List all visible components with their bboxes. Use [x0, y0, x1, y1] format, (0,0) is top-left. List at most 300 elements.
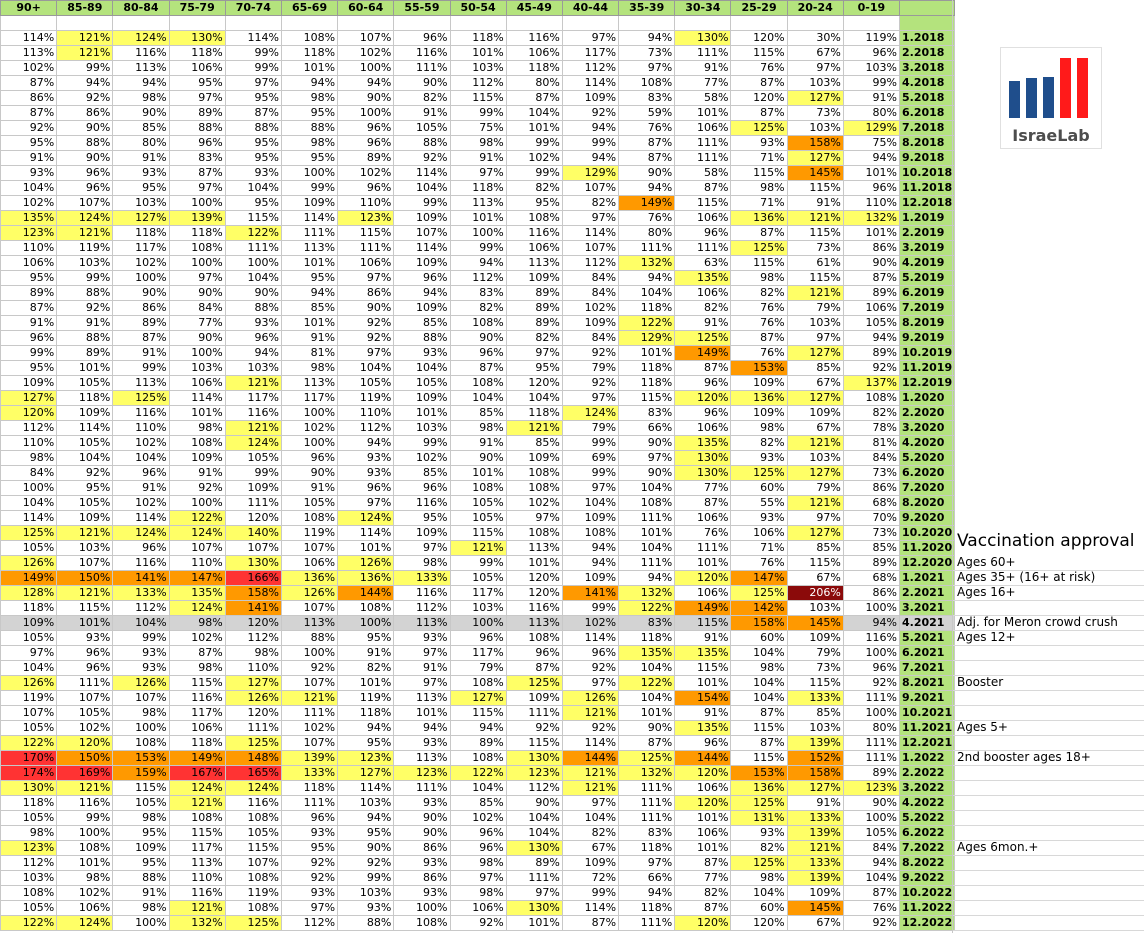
- ratio-cell[interactable]: 120%: [675, 766, 731, 781]
- ratio-cell[interactable]: 141%: [113, 571, 169, 586]
- ratio-cell[interactable]: 105%: [1, 631, 57, 646]
- ratio-cell[interactable]: 85%: [394, 466, 450, 481]
- ratio-cell[interactable]: 120%: [506, 571, 562, 586]
- ratio-cell[interactable]: 71%: [731, 541, 787, 556]
- ratio-cell[interactable]: 123%: [394, 766, 450, 781]
- ratio-cell[interactable]: 71%: [731, 151, 787, 166]
- ratio-cell[interactable]: 63%: [675, 256, 731, 271]
- ratio-cell[interactable]: 82%: [675, 301, 731, 316]
- ratio-cell[interactable]: 94%: [619, 31, 675, 46]
- ratio-cell[interactable]: 109%: [562, 571, 618, 586]
- ratio-cell[interactable]: 127%: [787, 346, 843, 361]
- ratio-cell[interactable]: 140%: [225, 526, 281, 541]
- ratio-cell[interactable]: 115%: [338, 226, 394, 241]
- ratio-cell[interactable]: 153%: [113, 751, 169, 766]
- ratio-cell[interactable]: 116%: [843, 631, 899, 646]
- column-header[interactable]: 85-89: [57, 1, 113, 16]
- month-cell[interactable]: 2.2019: [900, 226, 955, 241]
- ratio-cell[interactable]: 111%: [619, 796, 675, 811]
- month-cell[interactable]: 1.2022: [900, 751, 955, 766]
- ratio-cell[interactable]: 115%: [787, 181, 843, 196]
- ratio-cell[interactable]: 112%: [225, 631, 281, 646]
- ratio-cell[interactable]: 113%: [394, 751, 450, 766]
- ratio-cell[interactable]: 90%: [169, 286, 225, 301]
- ratio-cell[interactable]: 105%: [57, 496, 113, 511]
- ratio-cell[interactable]: 133%: [113, 586, 169, 601]
- ratio-cell[interactable]: 125%: [225, 736, 281, 751]
- ratio-cell[interactable]: 79%: [562, 361, 618, 376]
- ratio-cell[interactable]: 95%: [113, 181, 169, 196]
- ratio-cell[interactable]: 135%: [675, 646, 731, 661]
- ratio-cell[interactable]: 100%: [338, 61, 394, 76]
- ratio-cell[interactable]: 115%: [731, 46, 787, 61]
- ratio-cell[interactable]: 92%: [562, 661, 618, 676]
- vaccination-note[interactable]: 2nd booster ages 18+: [957, 750, 1091, 764]
- ratio-cell[interactable]: 149%: [169, 751, 225, 766]
- month-cell[interactable]: 10.2018: [900, 166, 955, 181]
- ratio-cell[interactable]: 73%: [843, 466, 899, 481]
- ratio-cell[interactable]: 130%: [506, 841, 562, 856]
- ratio-cell[interactable]: 132%: [619, 256, 675, 271]
- ratio-cell[interactable]: 119%: [281, 526, 337, 541]
- ratio-cell[interactable]: 103%: [843, 61, 899, 76]
- ratio-cell[interactable]: 109%: [562, 856, 618, 871]
- ratio-cell[interactable]: 109%: [1, 616, 57, 631]
- ratio-cell[interactable]: 136%: [731, 211, 787, 226]
- ratio-cell[interactable]: 100%: [843, 646, 899, 661]
- month-cell[interactable]: 3.2019: [900, 241, 955, 256]
- ratio-cell[interactable]: 104%: [619, 691, 675, 706]
- ratio-cell[interactable]: 97%: [787, 331, 843, 346]
- ratio-cell[interactable]: 100%: [113, 916, 169, 931]
- ratio-cell[interactable]: 95%: [338, 736, 394, 751]
- ratio-cell[interactable]: 110%: [1, 241, 57, 256]
- ratio-cell[interactable]: 99%: [394, 436, 450, 451]
- ratio-cell[interactable]: 87%: [675, 181, 731, 196]
- ratio-cell[interactable]: 105%: [1, 811, 57, 826]
- ratio-cell[interactable]: 132%: [619, 766, 675, 781]
- month-cell[interactable]: 5.2018: [900, 91, 955, 106]
- ratio-cell[interactable]: 101%: [281, 256, 337, 271]
- ratio-cell[interactable]: 87%: [675, 856, 731, 871]
- ratio-cell[interactable]: 99%: [113, 361, 169, 376]
- ratio-cell[interactable]: 106%: [169, 61, 225, 76]
- ratio-cell[interactable]: 114%: [394, 241, 450, 256]
- ratio-cell[interactable]: 77%: [169, 316, 225, 331]
- ratio-cell[interactable]: 118%: [619, 631, 675, 646]
- ratio-cell[interactable]: 95%: [113, 826, 169, 841]
- ratio-cell[interactable]: 94%: [562, 151, 618, 166]
- ratio-cell[interactable]: 87%: [169, 646, 225, 661]
- ratio-cell[interactable]: 123%: [338, 751, 394, 766]
- ratio-cell[interactable]: 97%: [562, 481, 618, 496]
- month-cell[interactable]: 1.2021: [900, 571, 955, 586]
- ratio-cell[interactable]: 107%: [225, 856, 281, 871]
- ratio-cell[interactable]: 107%: [1, 706, 57, 721]
- ratio-cell[interactable]: 105%: [450, 571, 506, 586]
- ratio-cell[interactable]: 115%: [169, 676, 225, 691]
- ratio-cell[interactable]: 122%: [450, 766, 506, 781]
- ratio-cell[interactable]: 112%: [506, 781, 562, 796]
- ratio-cell[interactable]: 87%: [731, 706, 787, 721]
- ratio-cell[interactable]: 108%: [506, 466, 562, 481]
- ratio-cell[interactable]: 96%: [57, 646, 113, 661]
- ratio-cell[interactable]: 93%: [394, 796, 450, 811]
- ratio-cell[interactable]: 120%: [1, 406, 57, 421]
- ratio-cell[interactable]: 118%: [619, 361, 675, 376]
- month-cell[interactable]: 10.2022: [900, 886, 955, 901]
- ratio-cell[interactable]: 130%: [506, 751, 562, 766]
- ratio-cell[interactable]: 113%: [281, 616, 337, 631]
- column-header[interactable]: 35-39: [619, 1, 675, 16]
- ratio-cell[interactable]: 107%: [338, 31, 394, 46]
- ratio-cell[interactable]: 100%: [225, 256, 281, 271]
- ratio-cell[interactable]: 79%: [450, 661, 506, 676]
- ratio-cell[interactable]: 107%: [281, 541, 337, 556]
- ratio-cell[interactable]: 94%: [843, 856, 899, 871]
- ratio-cell[interactable]: 96%: [338, 121, 394, 136]
- ratio-cell[interactable]: 86%: [57, 106, 113, 121]
- ratio-cell[interactable]: 115%: [787, 556, 843, 571]
- ratio-cell[interactable]: 103%: [787, 316, 843, 331]
- ratio-cell[interactable]: 90%: [843, 256, 899, 271]
- ratio-cell[interactable]: 94%: [619, 181, 675, 196]
- ratio-cell[interactable]: 83%: [169, 151, 225, 166]
- ratio-cell[interactable]: 88%: [281, 121, 337, 136]
- ratio-cell[interactable]: 115%: [225, 211, 281, 226]
- ratio-cell[interactable]: 100%: [281, 436, 337, 451]
- ratio-cell[interactable]: 86%: [843, 586, 899, 601]
- ratio-cell[interactable]: 99%: [562, 601, 618, 616]
- ratio-cell[interactable]: 103%: [338, 796, 394, 811]
- ratio-cell[interactable]: 68%: [843, 571, 899, 586]
- ratio-cell[interactable]: 117%: [450, 646, 506, 661]
- ratio-cell[interactable]: 97%: [787, 61, 843, 76]
- month-cell[interactable]: 1.2018: [900, 31, 955, 46]
- ratio-cell[interactable]: 133%: [787, 856, 843, 871]
- ratio-cell[interactable]: 77%: [675, 871, 731, 886]
- ratio-cell[interactable]: 125%: [731, 586, 787, 601]
- ratio-cell[interactable]: 97%: [1, 646, 57, 661]
- ratio-cell[interactable]: 115%: [787, 226, 843, 241]
- ratio-cell[interactable]: 119%: [225, 886, 281, 901]
- ratio-cell[interactable]: 99%: [562, 466, 618, 481]
- ratio-cell[interactable]: 110%: [843, 196, 899, 211]
- ratio-cell[interactable]: 99%: [1, 346, 57, 361]
- ratio-cell[interactable]: 153%: [731, 361, 787, 376]
- ratio-cell[interactable]: 102%: [338, 46, 394, 61]
- ratio-cell[interactable]: 88%: [225, 121, 281, 136]
- ratio-cell[interactable]: 104%: [113, 451, 169, 466]
- ratio-cell[interactable]: 135%: [675, 721, 731, 736]
- ratio-cell[interactable]: 101%: [450, 211, 506, 226]
- ratio-cell[interactable]: 113%: [506, 256, 562, 271]
- ratio-cell[interactable]: 145%: [787, 901, 843, 916]
- ratio-cell[interactable]: 115%: [787, 271, 843, 286]
- ratio-cell[interactable]: 101%: [619, 526, 675, 541]
- ratio-cell[interactable]: 89%: [450, 736, 506, 751]
- ratio-cell[interactable]: 103%: [787, 121, 843, 136]
- ratio-cell[interactable]: 94%: [843, 331, 899, 346]
- ratio-cell[interactable]: 91%: [281, 481, 337, 496]
- ratio-cell[interactable]: 90%: [619, 166, 675, 181]
- ratio-cell[interactable]: 107%: [57, 196, 113, 211]
- ratio-cell[interactable]: 158%: [787, 766, 843, 781]
- ratio-cell[interactable]: 126%: [1, 556, 57, 571]
- ratio-cell[interactable]: 96%: [450, 346, 506, 361]
- ratio-cell[interactable]: 114%: [562, 736, 618, 751]
- ratio-cell[interactable]: 109%: [1, 376, 57, 391]
- ratio-cell[interactable]: 76%: [731, 61, 787, 76]
- month-cell[interactable]: 6.2018: [900, 106, 955, 121]
- ratio-cell[interactable]: 110%: [338, 196, 394, 211]
- ratio-cell[interactable]: 82%: [450, 301, 506, 316]
- ratio-cell[interactable]: 108%: [394, 916, 450, 931]
- ratio-cell[interactable]: 89%: [506, 301, 562, 316]
- ratio-cell[interactable]: 96%: [675, 226, 731, 241]
- ratio-cell[interactable]: 58%: [675, 91, 731, 106]
- column-header[interactable]: 55-59: [394, 1, 450, 16]
- ratio-cell[interactable]: 93%: [57, 631, 113, 646]
- ratio-cell[interactable]: 97%: [394, 676, 450, 691]
- ratio-cell[interactable]: 124%: [338, 511, 394, 526]
- ratio-cell[interactable]: 150%: [57, 751, 113, 766]
- ratio-cell[interactable]: 113%: [1, 46, 57, 61]
- ratio-cell[interactable]: 96%: [843, 181, 899, 196]
- ratio-cell[interactable]: 120%: [57, 736, 113, 751]
- ratio-cell[interactable]: 96%: [281, 811, 337, 826]
- ratio-cell[interactable]: 93%: [281, 886, 337, 901]
- ratio-cell[interactable]: 85%: [787, 361, 843, 376]
- ratio-cell[interactable]: 137%: [843, 376, 899, 391]
- ratio-cell[interactable]: 115%: [225, 841, 281, 856]
- ratio-cell[interactable]: 99%: [225, 46, 281, 61]
- ratio-cell[interactable]: 102%: [169, 631, 225, 646]
- column-header[interactable]: 70-74: [225, 1, 281, 16]
- ratio-cell[interactable]: 101%: [675, 106, 731, 121]
- ratio-cell[interactable]: 76%: [731, 301, 787, 316]
- ratio-cell[interactable]: 102%: [113, 436, 169, 451]
- ratio-cell[interactable]: 101%: [169, 406, 225, 421]
- month-cell[interactable]: 2.2018: [900, 46, 955, 61]
- ratio-cell[interactable]: 110%: [169, 556, 225, 571]
- ratio-cell[interactable]: 82%: [562, 826, 618, 841]
- ratio-cell[interactable]: 109%: [394, 301, 450, 316]
- ratio-cell[interactable]: 107%: [281, 676, 337, 691]
- ratio-cell[interactable]: 100%: [338, 616, 394, 631]
- ratio-cell[interactable]: 132%: [843, 211, 899, 226]
- ratio-cell[interactable]: 130%: [675, 451, 731, 466]
- ratio-cell[interactable]: 91%: [675, 316, 731, 331]
- ratio-cell[interactable]: 111%: [619, 511, 675, 526]
- month-cell[interactable]: 12.2022: [900, 916, 955, 931]
- ratio-cell[interactable]: 101%: [675, 676, 731, 691]
- ratio-cell[interactable]: 92%: [338, 856, 394, 871]
- blank-cell[interactable]: [281, 16, 337, 31]
- ratio-cell[interactable]: 85%: [450, 406, 506, 421]
- ratio-cell[interactable]: 106%: [169, 721, 225, 736]
- ratio-cell[interactable]: 85%: [281, 301, 337, 316]
- ratio-cell[interactable]: 92%: [506, 721, 562, 736]
- ratio-cell[interactable]: 76%: [731, 556, 787, 571]
- ratio-cell[interactable]: 111%: [281, 706, 337, 721]
- ratio-cell[interactable]: 109%: [506, 271, 562, 286]
- ratio-cell[interactable]: 88%: [113, 871, 169, 886]
- month-cell[interactable]: 8.2018: [900, 136, 955, 151]
- ratio-cell[interactable]: 90%: [225, 286, 281, 301]
- ratio-cell[interactable]: 94%: [450, 256, 506, 271]
- ratio-cell[interactable]: 94%: [619, 271, 675, 286]
- ratio-cell[interactable]: 104%: [562, 811, 618, 826]
- blank-cell[interactable]: [787, 16, 843, 31]
- ratio-cell[interactable]: 100%: [169, 256, 225, 271]
- ratio-cell[interactable]: 101%: [394, 706, 450, 721]
- ratio-cell[interactable]: 79%: [562, 421, 618, 436]
- ratio-cell[interactable]: 111%: [675, 46, 731, 61]
- ratio-cell[interactable]: 104%: [562, 496, 618, 511]
- ratio-cell[interactable]: 108%: [1, 886, 57, 901]
- ratio-cell[interactable]: 133%: [787, 691, 843, 706]
- ratio-cell[interactable]: 85%: [113, 121, 169, 136]
- ratio-cell[interactable]: 116%: [57, 796, 113, 811]
- ratio-cell[interactable]: 97%: [562, 796, 618, 811]
- ratio-cell[interactable]: 112%: [1, 856, 57, 871]
- ratio-cell[interactable]: 93%: [281, 826, 337, 841]
- ratio-cell[interactable]: 109%: [731, 406, 787, 421]
- ratio-cell[interactable]: 158%: [731, 616, 787, 631]
- ratio-cell[interactable]: 82%: [506, 331, 562, 346]
- ratio-cell[interactable]: 105%: [57, 376, 113, 391]
- ratio-cell[interactable]: 87%: [506, 91, 562, 106]
- ratio-cell[interactable]: 77%: [675, 481, 731, 496]
- ratio-cell[interactable]: 94%: [338, 721, 394, 736]
- ratio-cell[interactable]: 111%: [225, 241, 281, 256]
- ratio-cell[interactable]: 109%: [113, 841, 169, 856]
- ratio-cell[interactable]: 84%: [1, 466, 57, 481]
- ratio-cell[interactable]: 121%: [562, 706, 618, 721]
- month-cell[interactable]: 11.2022: [900, 901, 955, 916]
- ratio-cell[interactable]: 107%: [394, 226, 450, 241]
- ratio-cell[interactable]: 105%: [57, 436, 113, 451]
- ratio-cell[interactable]: 115%: [675, 196, 731, 211]
- ratio-cell[interactable]: 121%: [57, 781, 113, 796]
- ratio-cell[interactable]: 98%: [731, 661, 787, 676]
- ratio-cell[interactable]: 101%: [450, 46, 506, 61]
- ratio-cell[interactable]: 97%: [562, 676, 618, 691]
- ratio-cell[interactable]: 96%: [338, 481, 394, 496]
- blank-cell[interactable]: [843, 16, 899, 31]
- ratio-cell[interactable]: 86%: [394, 871, 450, 886]
- ratio-cell[interactable]: 130%: [225, 556, 281, 571]
- ratio-cell[interactable]: 92%: [843, 676, 899, 691]
- ratio-cell[interactable]: 61%: [787, 256, 843, 271]
- ratio-cell[interactable]: 115%: [450, 706, 506, 721]
- ratio-cell[interactable]: 98%: [113, 91, 169, 106]
- ratio-cell[interactable]: 92%: [281, 871, 337, 886]
- month-cell[interactable]: 4.2018: [900, 76, 955, 91]
- ratio-cell[interactable]: 97%: [619, 856, 675, 871]
- ratio-cell[interactable]: 87%: [450, 361, 506, 376]
- ratio-cell[interactable]: 121%: [506, 421, 562, 436]
- ratio-cell[interactable]: 90%: [843, 796, 899, 811]
- ratio-cell[interactable]: 67%: [787, 46, 843, 61]
- ratio-cell[interactable]: 88%: [169, 121, 225, 136]
- ratio-cell[interactable]: 107%: [57, 691, 113, 706]
- ratio-cell[interactable]: 85%: [394, 316, 450, 331]
- ratio-cell[interactable]: 30%: [787, 31, 843, 46]
- ratio-cell[interactable]: 114%: [562, 226, 618, 241]
- ratio-cell[interactable]: 82%: [394, 91, 450, 106]
- ratio-cell[interactable]: 102%: [506, 496, 562, 511]
- ratio-cell[interactable]: 73%: [619, 46, 675, 61]
- ratio-cell[interactable]: 109%: [57, 511, 113, 526]
- ratio-cell[interactable]: 101%: [57, 361, 113, 376]
- ratio-cell[interactable]: 111%: [619, 241, 675, 256]
- blank-cell[interactable]: [1, 16, 57, 31]
- ratio-cell[interactable]: 95%: [225, 151, 281, 166]
- ratio-cell[interactable]: 117%: [169, 706, 225, 721]
- ratio-cell[interactable]: 92%: [169, 481, 225, 496]
- month-cell[interactable]: 4.2020: [900, 436, 955, 451]
- ratio-cell[interactable]: 165%: [225, 766, 281, 781]
- ratio-cell[interactable]: 105%: [225, 826, 281, 841]
- ratio-cell[interactable]: 100%: [450, 616, 506, 631]
- ratio-cell[interactable]: 95%: [113, 856, 169, 871]
- ratio-cell[interactable]: 124%: [562, 406, 618, 421]
- ratio-cell[interactable]: 121%: [450, 541, 506, 556]
- ratio-cell[interactable]: 127%: [787, 91, 843, 106]
- ratio-cell[interactable]: 121%: [225, 376, 281, 391]
- ratio-cell[interactable]: 94%: [281, 76, 337, 91]
- ratio-cell[interactable]: 89%: [169, 106, 225, 121]
- ratio-cell[interactable]: 71%: [731, 196, 787, 211]
- ratio-cell[interactable]: 101%: [675, 841, 731, 856]
- ratio-cell[interactable]: 114%: [225, 31, 281, 46]
- ratio-cell[interactable]: 129%: [843, 121, 899, 136]
- ratio-cell[interactable]: 106%: [450, 901, 506, 916]
- ratio-cell[interactable]: 109%: [394, 256, 450, 271]
- ratio-cell[interactable]: 91%: [787, 196, 843, 211]
- ratio-cell[interactable]: 99%: [225, 61, 281, 76]
- ratio-cell[interactable]: 120%: [675, 571, 731, 586]
- ratio-cell[interactable]: 93%: [113, 661, 169, 676]
- ratio-cell[interactable]: 113%: [394, 691, 450, 706]
- ratio-cell[interactable]: 102%: [113, 496, 169, 511]
- ratio-cell[interactable]: 98%: [57, 871, 113, 886]
- ratio-cell[interactable]: 124%: [57, 211, 113, 226]
- ratio-cell[interactable]: 121%: [225, 421, 281, 436]
- ratio-cell[interactable]: 130%: [675, 466, 731, 481]
- ratio-cell[interactable]: 104%: [619, 481, 675, 496]
- ratio-cell[interactable]: 97%: [225, 76, 281, 91]
- ratio-cell[interactable]: 102%: [57, 886, 113, 901]
- ratio-cell[interactable]: 100%: [169, 496, 225, 511]
- ratio-cell[interactable]: 115%: [57, 601, 113, 616]
- ratio-cell[interactable]: 110%: [338, 406, 394, 421]
- month-cell[interactable]: 1.2020: [900, 391, 955, 406]
- ratio-cell[interactable]: 110%: [1, 436, 57, 451]
- ratio-cell[interactable]: 99%: [506, 166, 562, 181]
- column-header[interactable]: 45-49: [506, 1, 562, 16]
- ratio-cell[interactable]: 105%: [1, 541, 57, 556]
- ratio-cell[interactable]: 118%: [619, 301, 675, 316]
- ratio-cell[interactable]: 126%: [1, 676, 57, 691]
- ratio-cell[interactable]: 113%: [394, 616, 450, 631]
- ratio-cell[interactable]: 149%: [619, 196, 675, 211]
- ratio-cell[interactable]: 126%: [113, 676, 169, 691]
- ratio-cell[interactable]: 88%: [281, 631, 337, 646]
- ratio-cell[interactable]: 80%: [843, 106, 899, 121]
